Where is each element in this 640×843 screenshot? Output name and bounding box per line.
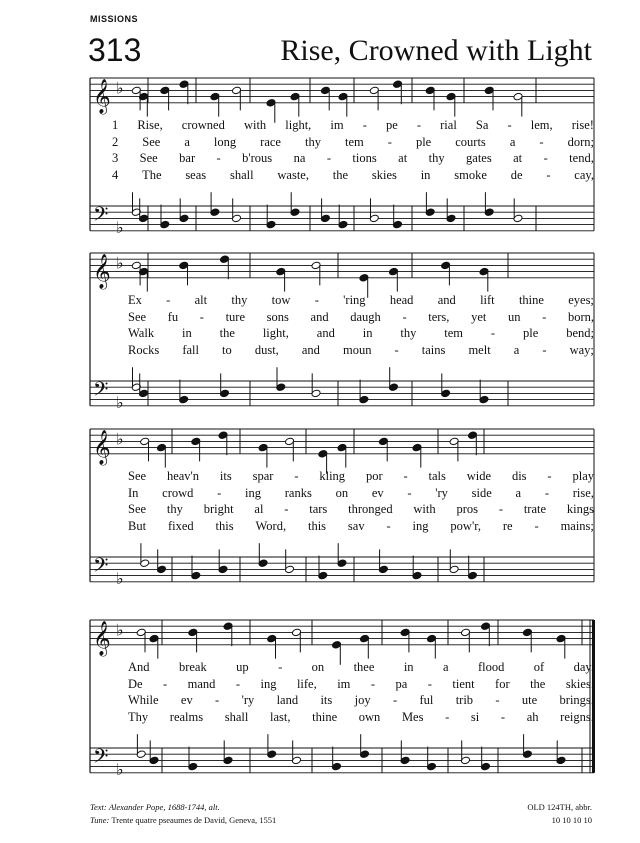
lyric-syllable: - [166,293,171,307]
lyric-syllable: in [420,167,431,182]
lyric-syllable: im [330,118,344,132]
lyric-syllable: thine [518,293,544,307]
lyric-syllable: yet [471,309,487,324]
lyric-syllable: Mes [401,709,424,724]
lyric-syllable: Walk [128,326,155,340]
lyric-syllable: un [508,309,521,324]
lyric-syllable: See [128,502,147,516]
lyric-syllable: with [243,118,267,132]
lyric-syllable: - [394,342,399,357]
lyric-syllable: In [128,485,139,500]
lyric-syllable: ranks [284,485,312,500]
lyric-line [128,326,594,341]
treble-staff [90,253,594,290]
lyric-syllable: - [199,309,204,324]
lyric-syllable: and [301,342,320,357]
lyric-syllable: its [219,469,232,483]
lyric-syllable: waste, [277,167,309,182]
lyric-syllable: - [500,709,506,724]
lyric-syllable: fu [167,309,179,324]
lyric-syllable: ple [523,326,539,340]
lyric-syllable: - [547,469,552,483]
lyric-syllable: thy [305,134,321,149]
lyric-syllable: - [427,676,432,691]
treble-clef-icon: 𝄞 [93,620,111,656]
flat-icon: ♭ [116,429,124,449]
lyric-syllable: a [509,134,516,149]
lyric-syllable: Thy [128,709,149,724]
lyric-syllable: and [316,326,335,340]
lyric-syllable: - [217,485,222,500]
bass-staff [90,745,594,779]
lyric-syllable: on [311,660,325,674]
lyric-syllable: gates [466,151,492,165]
tune-credit [90,815,276,825]
lyric-syllable: seas [185,167,207,182]
lyric-syllable: - [534,518,539,533]
lyric-syllable: its [320,693,333,707]
verse-number: 1 [112,118,119,132]
lyric-syllable: realms [169,709,204,724]
lyric-syllable: melt [468,342,491,357]
lyric-syllable: a [184,134,190,149]
lyric-syllable: De [128,676,143,691]
lyric-syllable: thee [353,660,375,674]
lyric-syllable: - [314,293,319,307]
lyric-syllable: courts [455,134,486,149]
lyric-syllable: ple [415,134,432,149]
lyric-syllable: at [513,151,523,165]
lyric-syllable: this [215,518,234,533]
lyric-syllable: - [362,118,367,132]
treble-clef-icon: 𝄞 [93,78,111,114]
lyric-syllable: - [445,709,450,724]
lyric-syllable: long [213,134,237,149]
lyric-syllable: tend, [569,151,594,165]
lyric-syllable: - [542,309,547,324]
treble-clef-icon: 𝄞 [93,253,111,289]
lyric-syllable: bend; [566,326,594,340]
text-label: Text: [90,802,107,812]
lyric-syllable: But [128,518,147,533]
lyric-syllable: re [502,518,513,533]
lyric-syllable: to [222,342,232,357]
lyric-syllable: day. [573,660,594,674]
lyric-syllable: at [398,151,408,165]
lyric-syllable: tem [345,134,364,149]
flat-icon: ♭ [116,568,124,588]
lyric-syllable: cay, [574,167,594,182]
lyric-syllable: - [387,134,392,149]
lyric-syllable: While [128,693,159,707]
flat-icon: ♭ [116,78,124,98]
lyric-syllable: thy [400,326,417,340]
lyric-syllable: daugh [350,309,381,324]
flat-icon: ♭ [116,253,124,273]
lyric-line [128,469,594,484]
lyric-syllable: trate [523,502,547,516]
lyric-syllable: de [510,167,523,182]
lyric-syllable: in [403,660,414,674]
lyric-line [128,519,594,534]
lyric-syllable: born, [567,309,594,324]
treble-clef-icon: 𝄞 [93,429,111,465]
lyric-line [128,693,594,708]
lyric-syllable: dorn; [567,134,594,149]
lyric-syllable: - [539,134,544,149]
lyric-syllable: tow [271,293,291,307]
lyric-syllable: - [544,485,550,500]
lyric-syllable: smoke [454,167,487,182]
lyric-syllable: race [260,134,281,149]
lyric-syllable: ing [412,518,429,533]
lyric-syllable: eyes; [568,293,594,307]
lyric-syllable: The [142,167,162,182]
lyric-syllable: on [335,485,349,500]
bass-clef-icon: 𝄢 [93,202,109,231]
lyric-syllable: way; [569,342,594,357]
verse-number: 2 [112,134,119,149]
lyric-syllable: tem [444,326,464,340]
lyric-syllable: kling [319,469,346,483]
flat-icon: ♭ [116,620,124,640]
lyric-syllable: - [495,693,500,707]
lyric-syllable: spar [252,469,274,483]
tune-label: Tune: [90,815,110,825]
lyric-syllable: fixed [167,518,194,533]
lyric-syllable: 'ry [241,693,255,707]
lyric-syllable: the [332,167,349,182]
lyric-syllable: sons [266,309,289,324]
lyric-line [128,660,594,675]
lyric-syllable: own [358,709,381,724]
lyric-syllable: tains [421,342,446,357]
lyric-syllable: rise! [571,118,594,132]
lyric-syllable: pros [456,502,478,516]
lyric-syllable: - [370,676,376,691]
lyric-syllable: ing [245,485,262,500]
meter: 10 10 10 10 [551,815,592,825]
lyric-syllable: - [386,518,391,533]
lyric-syllable: - [326,151,331,165]
lyric-syllable: dis [511,469,527,483]
lyric-syllable: in [362,326,373,340]
lyric-syllable: for [495,676,510,691]
lyric-syllable: Sa [475,118,489,132]
lyric-syllable: ev [371,485,384,500]
lyric-syllable: rial [440,118,457,132]
lyric-syllable: 'ry [435,485,448,500]
lyric-line [128,486,594,501]
lyric-syllable: fall [182,342,199,357]
lyric-syllable: ture [225,309,246,324]
lyric-syllable: thine [312,709,338,724]
lyric-syllable: - [216,151,221,165]
lyric-syllable: crowd [162,485,194,500]
lyric-syllable: light, [262,326,289,340]
lyric-syllable: si [470,709,480,724]
lyric-line [128,293,594,308]
lyric-syllable: in [181,326,192,340]
lyric-syllable: pow'r, [450,518,481,533]
lyric-syllable: Rocks [128,342,160,357]
lyric-syllable: play [572,469,594,483]
lyric-syllable: - [294,469,299,483]
lyric-syllable: the [219,326,235,340]
lyric-syllable: ah [526,709,539,724]
lyric-syllable: ters, [428,309,450,324]
lyric-syllable: - [235,676,241,691]
lyric-syllable: - [507,118,512,132]
lyric-syllable: up [236,660,249,674]
lyric-line [128,310,594,325]
lyric-syllable: lift [480,293,495,307]
flat-icon: ♭ [116,217,124,237]
lyric-syllable: See [128,469,147,483]
lyric-syllable: thy [231,293,248,307]
lyric-syllable: rise, [572,485,594,500]
lyric-syllable: flood [477,660,505,674]
lyric-syllable: tals [428,469,446,483]
lyric-syllable: light, [285,118,312,132]
lyric-syllable: Ex [128,293,142,307]
lyric-syllable: - [278,660,283,674]
lyric-syllable: sav [347,518,365,533]
lyric-syllable: a [513,342,520,357]
lyric-line [112,168,594,183]
lyric-syllable: shall [229,167,254,182]
lyric-syllable: bar [179,151,196,165]
lyric-line [128,677,594,692]
lyric-syllable: See [139,151,158,165]
lyric-syllable: And [128,660,150,674]
lyric-syllable: this [307,518,327,533]
lyric-syllable: Word, [255,518,287,533]
lyric-syllable: kings [566,502,594,516]
lyric-syllable: pe [385,118,398,132]
lyric-syllable: thronged [348,502,393,516]
lyric-line [112,135,594,150]
lyric-syllable: wide [466,469,492,483]
lyric-syllable: ev [180,693,193,707]
text-credit [90,802,220,812]
lyric-syllable: and [310,309,329,324]
lyric-syllable: tions [352,151,377,165]
lyric-line [128,710,594,725]
lyric-syllable: the [530,676,546,691]
lyric-syllable: side [471,485,492,500]
verse-number: 3 [112,151,119,165]
section-heading: MISSIONS [90,14,139,24]
lyric-line [128,502,594,517]
lyric-syllable: and [437,293,456,307]
flat-icon: ♭ [116,392,124,412]
lyric-syllable: shall [224,709,249,724]
lyric-syllable: thy [166,502,183,516]
lyric-syllable: heav'n [166,469,200,483]
lyric-syllable: reigns. [560,709,594,724]
lyric-syllable: brings. [559,693,594,707]
lyric-syllable: ute [521,693,538,707]
lyric-syllable: dust, [254,342,279,357]
hymn-title: Rise, Crowned with Light [280,34,592,67]
lyric-syllable: bright [203,502,234,516]
text-author: Alexander Pope, 1688-1744, alt. [108,802,220,812]
bass-clef-icon: 𝄢 [93,553,109,582]
lyric-syllable: life, [296,676,317,691]
lyric-syllable: - [407,485,412,500]
lyric-syllable: - [403,469,408,483]
treble-staff [90,620,594,657]
lyric-syllable: break [178,660,207,674]
lyric-syllable: ing [260,676,277,691]
lyric-syllable: - [392,693,398,707]
lyric-syllable: land [276,693,299,707]
lyric-syllable: - [543,151,548,165]
lyric-syllable: of [533,660,545,674]
lyric-syllable: Rise, [137,118,163,132]
lyric-syllable: - [402,309,407,324]
lyric-syllable: - [163,676,168,691]
lyric-syllable: alt [194,293,208,307]
lyric-syllable: - [490,326,496,340]
lyric-syllable: im [337,676,351,691]
lyric-syllable: mand [187,676,216,691]
lyric-syllable: al [254,502,264,516]
lyric-syllable: - [215,693,220,707]
lyric-syllable: skies. [565,676,594,691]
lyric-syllable: See [128,309,147,324]
lyric-syllable: mains; [560,518,594,533]
lyric-syllable: na [293,151,306,165]
lyric-line [112,151,594,166]
lyric-syllable: See [142,134,161,149]
lyric-syllable: 'ring [343,293,366,307]
lyric-syllable: lem, [530,118,553,132]
lyric-syllable: - [546,167,551,182]
verse-number: 4 [112,167,119,182]
tune-source: Trente quatre pseaumes de David, Geneva, 1551 [111,815,277,825]
lyric-syllable: tient [452,676,475,691]
lyric-syllable: crowned [181,118,225,132]
bass-clef-icon: 𝄢 [93,377,109,406]
lyric-syllable: skies [371,167,397,182]
lyric-syllable: head [389,293,414,307]
lyric-syllable: - [284,502,289,516]
lyric-syllable: a [442,660,449,674]
lyric-syllable: b'rous [242,151,273,165]
lyric-syllable: last, [270,709,291,724]
lyric-syllable: - [542,342,547,357]
lyric-syllable: tars [309,502,328,516]
lyric-syllable: moun [343,342,372,357]
lyric-syllable: ful [419,693,434,707]
bass-clef-icon: 𝄢 [93,744,109,773]
lyric-syllable: with [413,502,436,516]
lyric-syllable: joy [354,693,371,707]
bass-staff [90,378,594,412]
lyric-syllable: - [498,502,503,516]
lyric-syllable: pa [395,676,408,691]
lyric-line [112,118,594,133]
lyric-syllable: thy [428,151,445,165]
lyric-syllable: trib [455,693,474,707]
lyric-syllable: a [515,485,522,500]
lyric-line [128,343,594,358]
tune-name: OLD 124TH, abbr. [527,802,592,812]
flat-icon: ♭ [116,759,124,779]
hymn-number: 313 [88,32,142,68]
lyric-syllable: - [416,118,422,132]
lyric-syllable: por [365,469,383,483]
